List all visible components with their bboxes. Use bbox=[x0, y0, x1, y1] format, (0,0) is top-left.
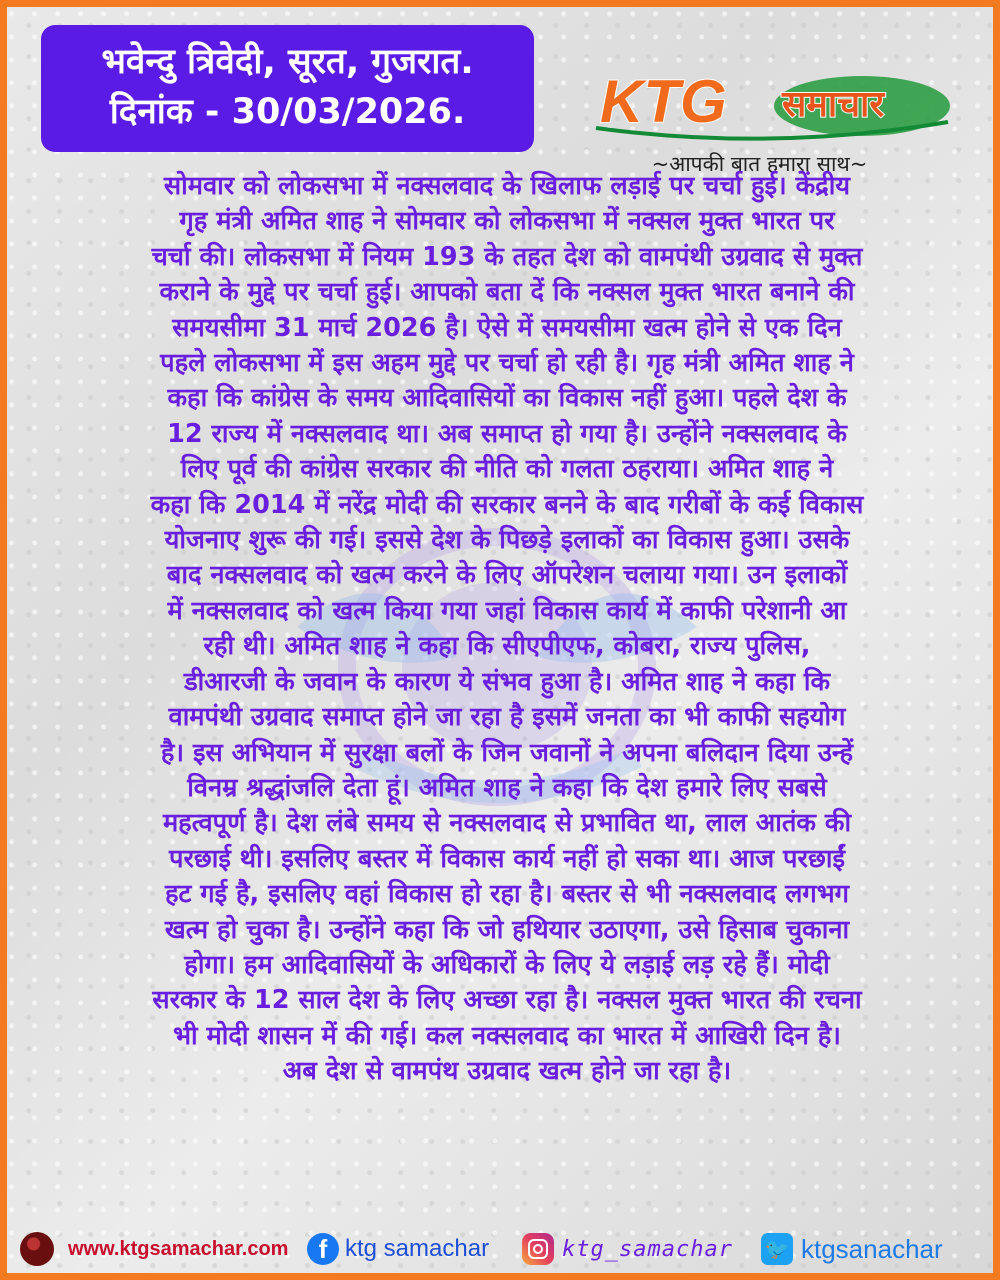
article-line: होगा। हम आदिवासियों के अधिकारों के लिए ये लड़ाई लड़ रहे हैं। मोदी bbox=[184, 949, 830, 980]
article-line: अब देश से वामपंथ उग्रवाद खत्म होने जा रहा है। bbox=[282, 1056, 732, 1087]
twitter-link[interactable] bbox=[761, 1231, 943, 1267]
article-line: योजनाए शुरू की गई। इससे देश के पिछड़े इलाकों का विकास हुआ। उसके bbox=[164, 525, 850, 556]
website-url: www.ktgsamachar.com bbox=[68, 1237, 289, 1260]
facebook-icon: f bbox=[307, 1233, 339, 1265]
article-line: गृह मंत्री अमित शाह ने सोमवार को लोकसभा में नक्सल मुक्त भारत पर bbox=[179, 206, 835, 237]
article-line: खत्म हो चुका है। उन्होंने कहा कि जो हथियार उठाएगा, उसे हिसाब चुकाना bbox=[164, 914, 850, 945]
article-line: महत्वपूर्ण है। देश लंबे समय से नक्सलवाद से प्रभावित था, लाल आतंक की bbox=[162, 808, 852, 839]
article-line: विनम्र श्रद्धांजलि देता हूं। अमित शाह ने कहा कि देश हमारे लिए सबसे bbox=[187, 772, 827, 803]
article-line: लिए पूर्व की कांग्रेस सरकार की नीति को गलता ठहराया। अमित शाह ने bbox=[180, 454, 834, 485]
article-line: कहा कि कांग्रेस के समय आदिवासियों का विकास नहीं हुआ। पहले देश के bbox=[167, 383, 847, 414]
article-line: हट गई है, इसलिए वहां विकास हो रहा है। बस्तर से भी नक्सलवाद लगभग bbox=[164, 879, 849, 910]
article-line: सरकार के 12 साल देश के लिए अच्छा रहा है। नक्सल मुक्त भारत की रचना bbox=[152, 985, 862, 1016]
article-line: डीआरजी के जवान के कारण ये संभव हुआ है। अमित शाह ने कहा कि bbox=[183, 666, 831, 697]
twitter-handle: ktgsanachar bbox=[801, 1233, 943, 1264]
byline-date: दिनांक - 30/03/2026. bbox=[109, 92, 466, 132]
article-line: है। इस अभियान में सुरक्षा बलों के जिन जवानों ने अपना बलिदान दिया उन्हें bbox=[160, 737, 854, 768]
article-line: समयसीमा 31 मार्च 2026 है। ऐसे में समयसीमा खत्म होने से एक दिन bbox=[172, 312, 842, 343]
logo-tagline: ~आपकी बात हमारा साथ~ bbox=[651, 152, 868, 176]
logo-samachar: समाचार bbox=[782, 84, 885, 125]
article-line: कराने के मुद्दे पर चर्चा हुई। आपको बता दें कि नक्सल मुक्त भारत बनाने की bbox=[159, 277, 855, 308]
article-body bbox=[25, 169, 989, 1090]
byline-author: भवेन्दु त्रिवेदी, सूरत, गुजरात. bbox=[101, 42, 474, 82]
article-line: 12 राज्य में नक्सलवाद था। अब समाप्त हो गया है। उन्होंने नक्सलवाद के bbox=[167, 418, 847, 449]
twitter-bird-icon: 🐦 bbox=[761, 1233, 793, 1265]
article-line: पहले लोकसभा में इस अहम मुद्दे पर चर्चा हो रही है। गृह मंत्री अमित शाह ने bbox=[160, 348, 854, 379]
ktg-samachar-logo bbox=[592, 62, 952, 142]
article-line: चर्चा की। लोकसभा में नियम 193 के तहत देश को वामपंथी उग्रवाद से मुक्त bbox=[151, 241, 863, 272]
article-line: भी मोदी शासन में की गई। कल नक्सलवाद का भारत में आखिरी दिन है। bbox=[173, 1020, 841, 1051]
instagram-icon bbox=[522, 1233, 554, 1265]
social-footer bbox=[14, 1217, 1000, 1280]
website-link[interactable] bbox=[20, 1231, 288, 1267]
instagram-handle: ktg_samachar bbox=[562, 1236, 733, 1262]
article-line: कहा कि 2014 में नरेंद्र मोदी की सरकार बनने के बाद गरीबों के कई विकास bbox=[150, 489, 864, 520]
byline-box bbox=[41, 25, 534, 152]
article-line: सोमवार को लोकसभा में नक्सलवाद के खिलाफ लड़ाई पर चर्चा हुई। केंद्रीय bbox=[163, 171, 851, 201]
globe-icon bbox=[20, 1232, 54, 1266]
facebook-link[interactable] bbox=[307, 1231, 489, 1267]
article-line: रही थी। अमित शाह ने कहा कि सीएपीएफ, कोबरा, राज्य पुलिस, bbox=[203, 631, 811, 662]
article-line: में नक्सलवाद को खत्म किया गया जहां विकास कार्य में काफी परेशानी आ bbox=[167, 595, 847, 626]
article-line: बाद नक्सलवाद को खत्म करने के लिए ऑपरेशन चलाया गया। उन इलाकों bbox=[166, 560, 848, 591]
logo-ktg: KTG bbox=[600, 68, 727, 135]
article-line: परछाई थी। इसलिए बस्तर में विकास कार्य नहीं हो सका था। आज परछाईं bbox=[169, 843, 845, 874]
facebook-handle: ktg samachar bbox=[345, 1235, 490, 1262]
instagram-link[interactable] bbox=[522, 1231, 733, 1267]
article-line: वामपंथी उग्रवाद समाप्त होने जा रहा है इसमें जनता का भी काफी सहयोग bbox=[168, 702, 846, 733]
